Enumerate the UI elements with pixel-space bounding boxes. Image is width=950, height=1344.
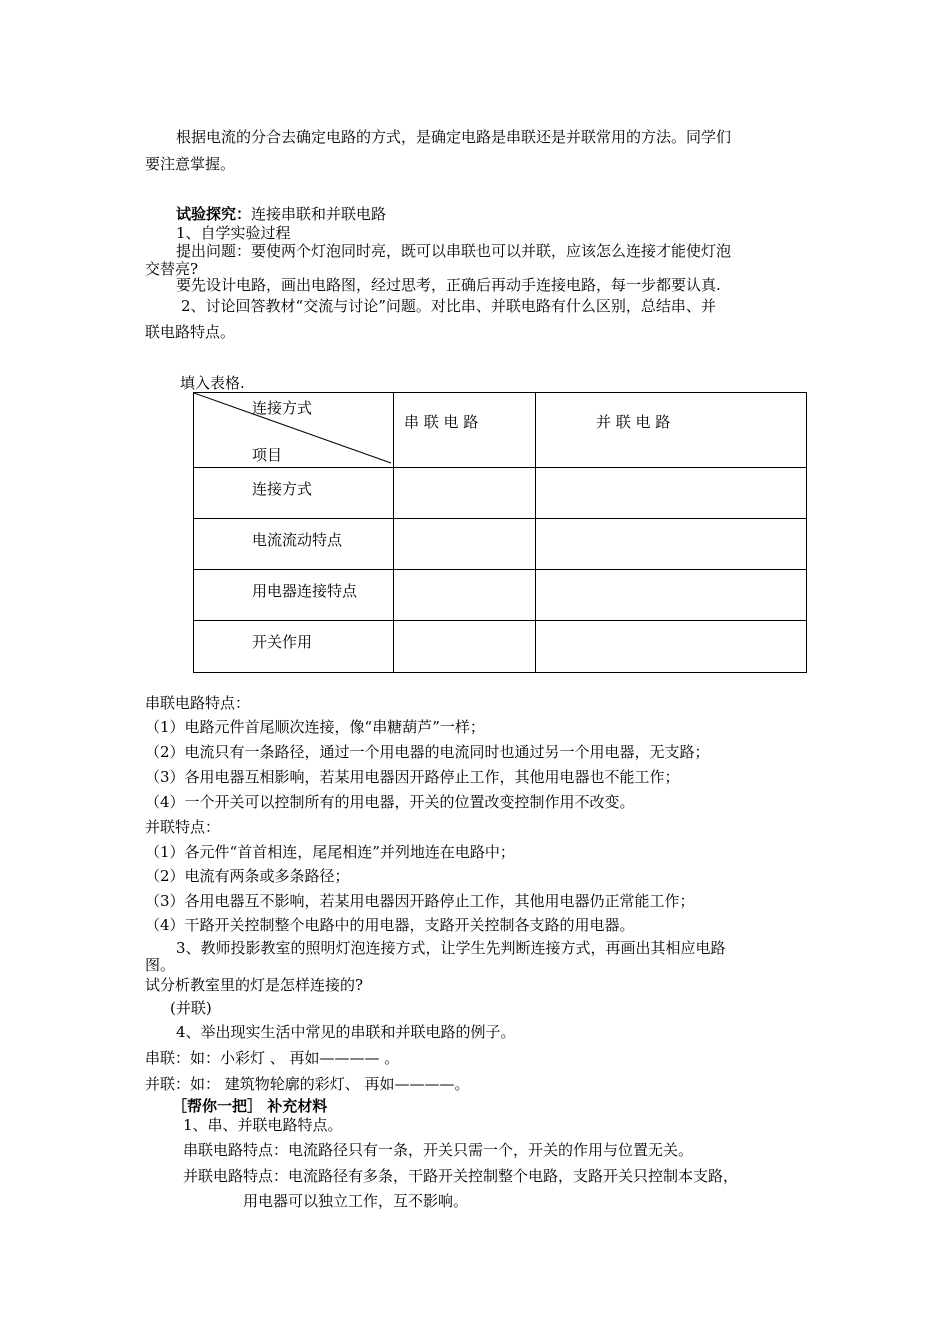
intro-line-2: 要注意掌握。 — [145, 155, 236, 173]
parallel-point-3: （3）各用电器互不影响，若某用电器因开路停止工作，其他用电器仍正常能工作； — [145, 892, 695, 910]
step-3-line-2: 图。 — [145, 956, 176, 974]
table-header-series — [394, 393, 536, 468]
series-example: 串联：如：小彩灯 、 再如———— 。 — [145, 1049, 400, 1067]
series-point-4: （4）一个开关可以控制所有的用电器，开关的位置改变控制作用不改变。 — [145, 793, 635, 811]
row-label-cell — [194, 621, 394, 673]
row-label: 连接方式 — [252, 480, 313, 498]
row-label: 用电器连接特点 — [252, 582, 358, 600]
table-cell — [394, 621, 536, 673]
step-1: 1、自学实验过程 — [176, 224, 291, 242]
table-cell — [394, 519, 536, 570]
table-header-row — [194, 393, 807, 468]
help-parallel-line-1: 并联电路特点：电流路径有多条，干路开关控制整个电路，支路开关只控制本支路， — [183, 1167, 739, 1185]
parallel-point-4: （4）干路开关控制整个电路中的用电器，支路开关控制各支路的用电器。 — [145, 916, 635, 934]
series-col-header: 串 联 电 路 — [404, 413, 479, 431]
question-line-2: 交替亮? — [145, 260, 199, 278]
comparison-table — [193, 392, 807, 673]
table-row — [194, 570, 807, 621]
table-corner-cell — [194, 393, 394, 468]
help-series: 串联电路特点：电流路径只有一条，开关只需一个，开关的作用与位置无关。 — [183, 1141, 694, 1159]
parallel-title: 并联特点： — [145, 818, 221, 836]
corner-top-label: 连接方式 — [252, 399, 313, 417]
series-point-3: （3）各用电器互相影响，若某用电器因开路停止工作，其他用电器也不能工作； — [145, 768, 680, 786]
row-label: 电流流动特点 — [252, 531, 343, 549]
table-cell — [394, 468, 536, 519]
table-row — [194, 468, 807, 519]
parallel-col-header: 并 联 电 路 — [596, 413, 671, 431]
table-header-parallel — [536, 393, 807, 468]
row-label-cell — [194, 570, 394, 621]
table-row — [194, 621, 807, 673]
help-step-1: 1、串、并联电路特点。 — [183, 1116, 343, 1134]
parallel-point-1: （1）各元件“首首相连，尾尾相连”并列地连在电路中； — [145, 843, 515, 861]
series-point-1: （1）电路元件首尾顺次连接，像“串糖葫芦”一样； — [145, 718, 485, 736]
series-point-2: （2）电流只有一条路径，通过一个用电器的电流同时也通过另一个用电器，无支路； — [145, 743, 710, 761]
design-note: 要先设计电路，画出电路图，经过思考，正确后再动手连接电路，每一步都要认真. — [176, 276, 721, 294]
classroom-question: 试分析教室里的灯是怎样连接的? — [145, 976, 364, 994]
table-cell — [536, 621, 807, 673]
table-cell — [394, 570, 536, 621]
row-label-cell — [194, 468, 394, 519]
classroom-answer: (并联) — [170, 999, 212, 1017]
table-row — [194, 519, 807, 570]
series-title: 串联电路特点： — [145, 694, 251, 712]
step-2-line-1: 2、讨论回答教材“交流与讨论”问题。对比串、并联电路有什么区别，总结串、并 — [181, 297, 716, 315]
help-parallel-line-2: 用电器可以独立工作，互不影响。 — [243, 1192, 469, 1210]
table-cell — [536, 468, 807, 519]
table-cell — [536, 570, 807, 621]
question-line-1: 提出问题：要使两个灯泡同时亮，既可以串联也可以并联，应该怎么连接才能使灯泡 — [176, 242, 732, 260]
section-label: 试验探究： — [176, 205, 252, 223]
help-title: ［帮你一把］ 补充材料 — [172, 1097, 328, 1115]
parallel-point-2: （2）电流有两条或多条路径； — [145, 867, 350, 885]
section-heading — [176, 204, 386, 224]
row-label: 开关作用 — [252, 633, 313, 651]
section-title: 连接串联和并联电路 — [251, 205, 387, 223]
corner-bottom-label: 项目 — [252, 446, 283, 464]
table-cell — [536, 519, 807, 570]
row-label-cell — [194, 519, 394, 570]
parallel-example: 并联：如： 建筑物轮廓的彩灯、 再如————。 — [145, 1075, 470, 1093]
intro-line-1: 根据电流的分合去确定电路的方式，是确定电路是串联还是并联常用的方法。同学们 — [176, 128, 732, 146]
step-3-line-1: 3、教师投影教室的照明灯泡连接方式，让学生先判断连接方式，再画出其相应电路 — [176, 939, 726, 957]
step-2-line-2: 联电路特点。 — [145, 323, 236, 341]
step-4: 4、举出现实生活中常见的串联和并联电路的例子。 — [176, 1023, 516, 1041]
fill-table-note: 填入表格. — [180, 374, 245, 392]
